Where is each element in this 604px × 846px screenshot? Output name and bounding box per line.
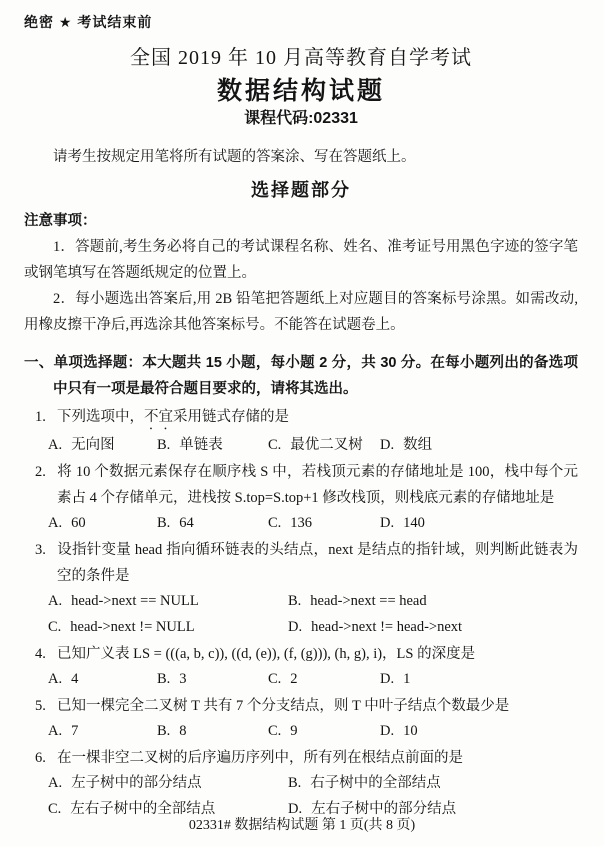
- option-list: [48, 511, 578, 535]
- option-label: B.: [157, 723, 171, 739]
- option-label: D.: [380, 437, 395, 453]
- option-text: 136: [290, 515, 313, 531]
- option-text: 左右子树中的全部结点: [70, 801, 216, 817]
- option-text: 9: [290, 723, 298, 739]
- stem-text: 已知一棵完全二叉树 T 共有 7 个分支结点，则 T 中叶子结点个数最少是: [57, 698, 510, 714]
- notice-item: 2．每小题选出答案后,用 2B 铅笔把答题纸上对应题目的答案标号涂黑。如需改动,用橡皮擦干净后,再选涂其他答案标号。不能答在试题卷上。: [24, 291, 578, 333]
- option-text: 60: [71, 515, 86, 531]
- option-item: [157, 719, 268, 743]
- option-text: 左子树中的部分结点: [71, 775, 202, 791]
- option-item: [48, 771, 288, 795]
- question-item: [24, 745, 578, 821]
- option-list: [48, 719, 578, 743]
- option-label: A.: [48, 437, 63, 453]
- option-label: C.: [48, 619, 62, 635]
- option-item: [380, 433, 578, 457]
- question-number: 2.: [35, 464, 46, 480]
- option-text: 最优二叉树: [290, 437, 363, 453]
- question-stem: [35, 693, 578, 719]
- option-label: A.: [48, 515, 63, 531]
- question-number: 1.: [35, 409, 46, 425]
- question-item: [24, 537, 578, 639]
- option-item: [288, 589, 578, 613]
- option-item: [48, 719, 157, 743]
- option-label: C.: [268, 437, 282, 453]
- course-code: 课程代码:02331: [244, 110, 358, 127]
- notes-heading: 注意事项：: [24, 213, 97, 229]
- answer-instruction: 请考生按规定用笔将所有试题的答案涂、写在答题纸上。: [53, 149, 416, 165]
- security-classification: 绝密 ★ 考试结束前: [24, 14, 153, 30]
- option-text: 右子树中的全部结点: [310, 775, 441, 791]
- option-text: head->next != NULL: [70, 619, 195, 635]
- stem-text: 将 10 个数据元素保存在顺序栈 S 中，若栈顶元素的存储地址是 100，栈中每个元素占 4 个存储单元，进栈按 S.top=S.top+1 修改栈顶，则栈底元素的存储地址是: [57, 464, 578, 506]
- question-list: [24, 404, 578, 821]
- option-text: 1: [403, 671, 411, 687]
- question-item: [24, 693, 578, 743]
- option-text: head->next == NULL: [71, 593, 199, 609]
- option-item: [380, 719, 578, 743]
- option-text: 无向图: [71, 437, 115, 453]
- option-item: [157, 511, 268, 535]
- option-item: [288, 615, 578, 639]
- stem-text: 已知广义表 LS = (((a, b, c)), ((d, (e)), (f, (g))), (h, g), i)，LS 的深度是: [57, 646, 476, 662]
- question-number: 6.: [35, 750, 46, 766]
- option-label: A.: [48, 671, 63, 687]
- option-list: [48, 589, 578, 639]
- option-label: D.: [380, 723, 395, 739]
- option-text: 3: [179, 671, 187, 687]
- question-item: [24, 404, 578, 457]
- option-label: B.: [157, 671, 171, 687]
- option-item: [48, 433, 157, 457]
- option-label: A.: [48, 775, 63, 791]
- exam-session-title: 全国 2019 年 10 月高等教育自学考试: [130, 47, 472, 69]
- question-item: [24, 459, 578, 535]
- question-stem: [35, 537, 578, 589]
- question-stem: [35, 745, 578, 771]
- option-text: head->next == head: [310, 593, 427, 609]
- option-text: 单链表: [179, 437, 223, 453]
- notice-item: 1．答题前,考生务必将自己的考试课程名称、姓名、准考证号用黑色字迹的签字笔或钢笔填写在答题纸规定的位置上。: [24, 239, 578, 281]
- option-label: D.: [288, 619, 303, 635]
- option-item: [288, 771, 578, 795]
- option-label: C.: [268, 671, 282, 687]
- question-number: 5.: [35, 698, 46, 714]
- option-item: [48, 615, 288, 639]
- option-item: [268, 433, 380, 457]
- option-label: D.: [380, 515, 395, 531]
- option-text: 10: [403, 723, 418, 739]
- option-label: C.: [268, 723, 282, 739]
- question-number: 4.: [35, 646, 46, 662]
- option-text: 4: [71, 671, 79, 687]
- notice-list: [24, 234, 578, 338]
- option-label: C.: [48, 801, 62, 817]
- option-label: A.: [48, 723, 63, 739]
- option-list: [48, 667, 578, 691]
- option-item: [380, 667, 578, 691]
- page-footer: 02331# 数据结构试题 第 1 页(共 8 页): [188, 818, 416, 833]
- option-label: D.: [288, 801, 303, 817]
- option-item: [48, 511, 157, 535]
- stem-text: 下列选项中，: [57, 409, 144, 425]
- option-item: [268, 719, 380, 743]
- option-text: 8: [179, 723, 187, 739]
- option-label: D.: [380, 671, 395, 687]
- option-item: [157, 667, 268, 691]
- option-item: [157, 433, 268, 457]
- stem-text: 采用链式存储的是: [173, 409, 289, 425]
- stem-text: 在一棵非空二叉树的后序遍历序列中，所有列在根结点前面的是: [57, 750, 463, 766]
- option-text: 数组: [403, 437, 433, 453]
- option-text: 2: [290, 671, 298, 687]
- option-label: C.: [268, 515, 282, 531]
- option-list: [48, 771, 578, 821]
- option-label: A.: [48, 593, 63, 609]
- emphasized-text: 不宜: [144, 409, 173, 425]
- question-stem: [35, 404, 578, 433]
- section-title: 选择题部分: [251, 180, 351, 200]
- paper-title: 数据结构试题: [216, 77, 385, 105]
- option-text: 64: [179, 515, 194, 531]
- option-list: [48, 433, 578, 457]
- option-text: 左右子树中的部分结点: [311, 801, 457, 817]
- question-number: 3.: [35, 542, 46, 558]
- question-stem: [35, 641, 578, 667]
- option-label: B.: [288, 593, 302, 609]
- stem-text: 设指针变量 head 指向循环链表的头结点，next 是结点的指针域，则判断此链表为空的条件是: [57, 542, 578, 584]
- option-item: [268, 667, 380, 691]
- option-label: B.: [157, 515, 171, 531]
- option-label: B.: [288, 775, 302, 791]
- question-stem: [35, 459, 578, 511]
- option-item: [380, 511, 578, 535]
- option-text: head->next != head->next: [311, 619, 463, 635]
- part-one-heading: 一、单项选择题：本大题共 15 小题，每小题 2 分，共 30 分。在每小题列出的备选项中只有一项是最符合题目要求的，请将其选出。: [24, 355, 578, 397]
- option-item: [48, 667, 157, 691]
- option-label: B.: [157, 437, 171, 453]
- option-item: [48, 589, 288, 613]
- question-item: [24, 641, 578, 691]
- option-text: 140: [403, 515, 425, 531]
- option-item: [268, 511, 380, 535]
- option-text: 7: [71, 723, 79, 739]
